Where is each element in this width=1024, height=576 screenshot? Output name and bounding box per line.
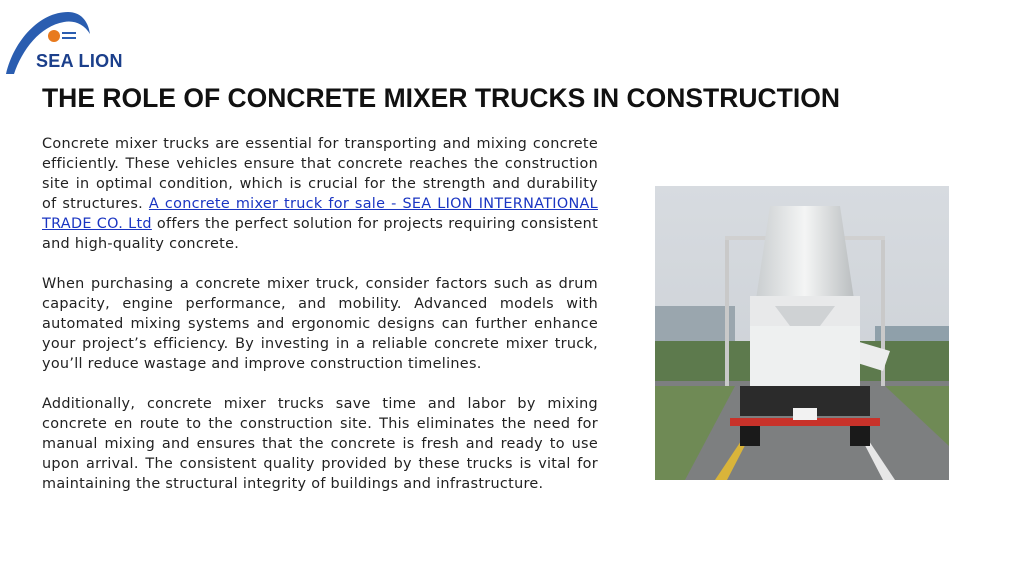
truck-image-icon [655,186,949,480]
article-body [42,134,598,514]
mixer-truck-sale-link[interactable]: A concrete mixer truck for sale - SEA LION INTERNATIONAL TRADE CO. Ltd [42,196,598,232]
paragraph-3: Additionally, concrete mixer trucks save time and labor by mixing concrete en route to the construction site. This eliminates the need for manual mixing and ensures that the concrete is fresh and ready to use upon arrival. The consistent quality provided by these trucks is vital for maintaining the structural integrity of buildings and infrastructure. [42,396,598,492]
paragraph-2: When purchasing a concrete mixer truck, consider factors such as drum capacity, engine performance, and mobility. Advanced models with automated mixing systems and ergonomic designs can further enhance your project’s efficiency. By investing in a reliable concrete mixer truck, you’ll reduce wastage and improve construction timelines. [42,276,598,372]
page-title: THE ROLE OF CONCRETE MIXER TRUCKS IN CONSTRUCTION [42,83,840,113]
paragraph-1-text: Concrete mixer trucks are essential for transporting and mixing concrete efficiently. These vehicles ensure that concrete reaches the construction site in optimal condition, which is crucial for the strength and durability of structures. [42,136,598,212]
brand-logo [0,0,160,80]
brand-name: SEA LION [36,51,123,71]
mixer-truck-photo [655,186,949,480]
paragraph-1-text-end: offers the perfect solution for projects requiring consistent and high-quality concrete. [42,216,599,252]
paragraph-1 [42,134,598,254]
